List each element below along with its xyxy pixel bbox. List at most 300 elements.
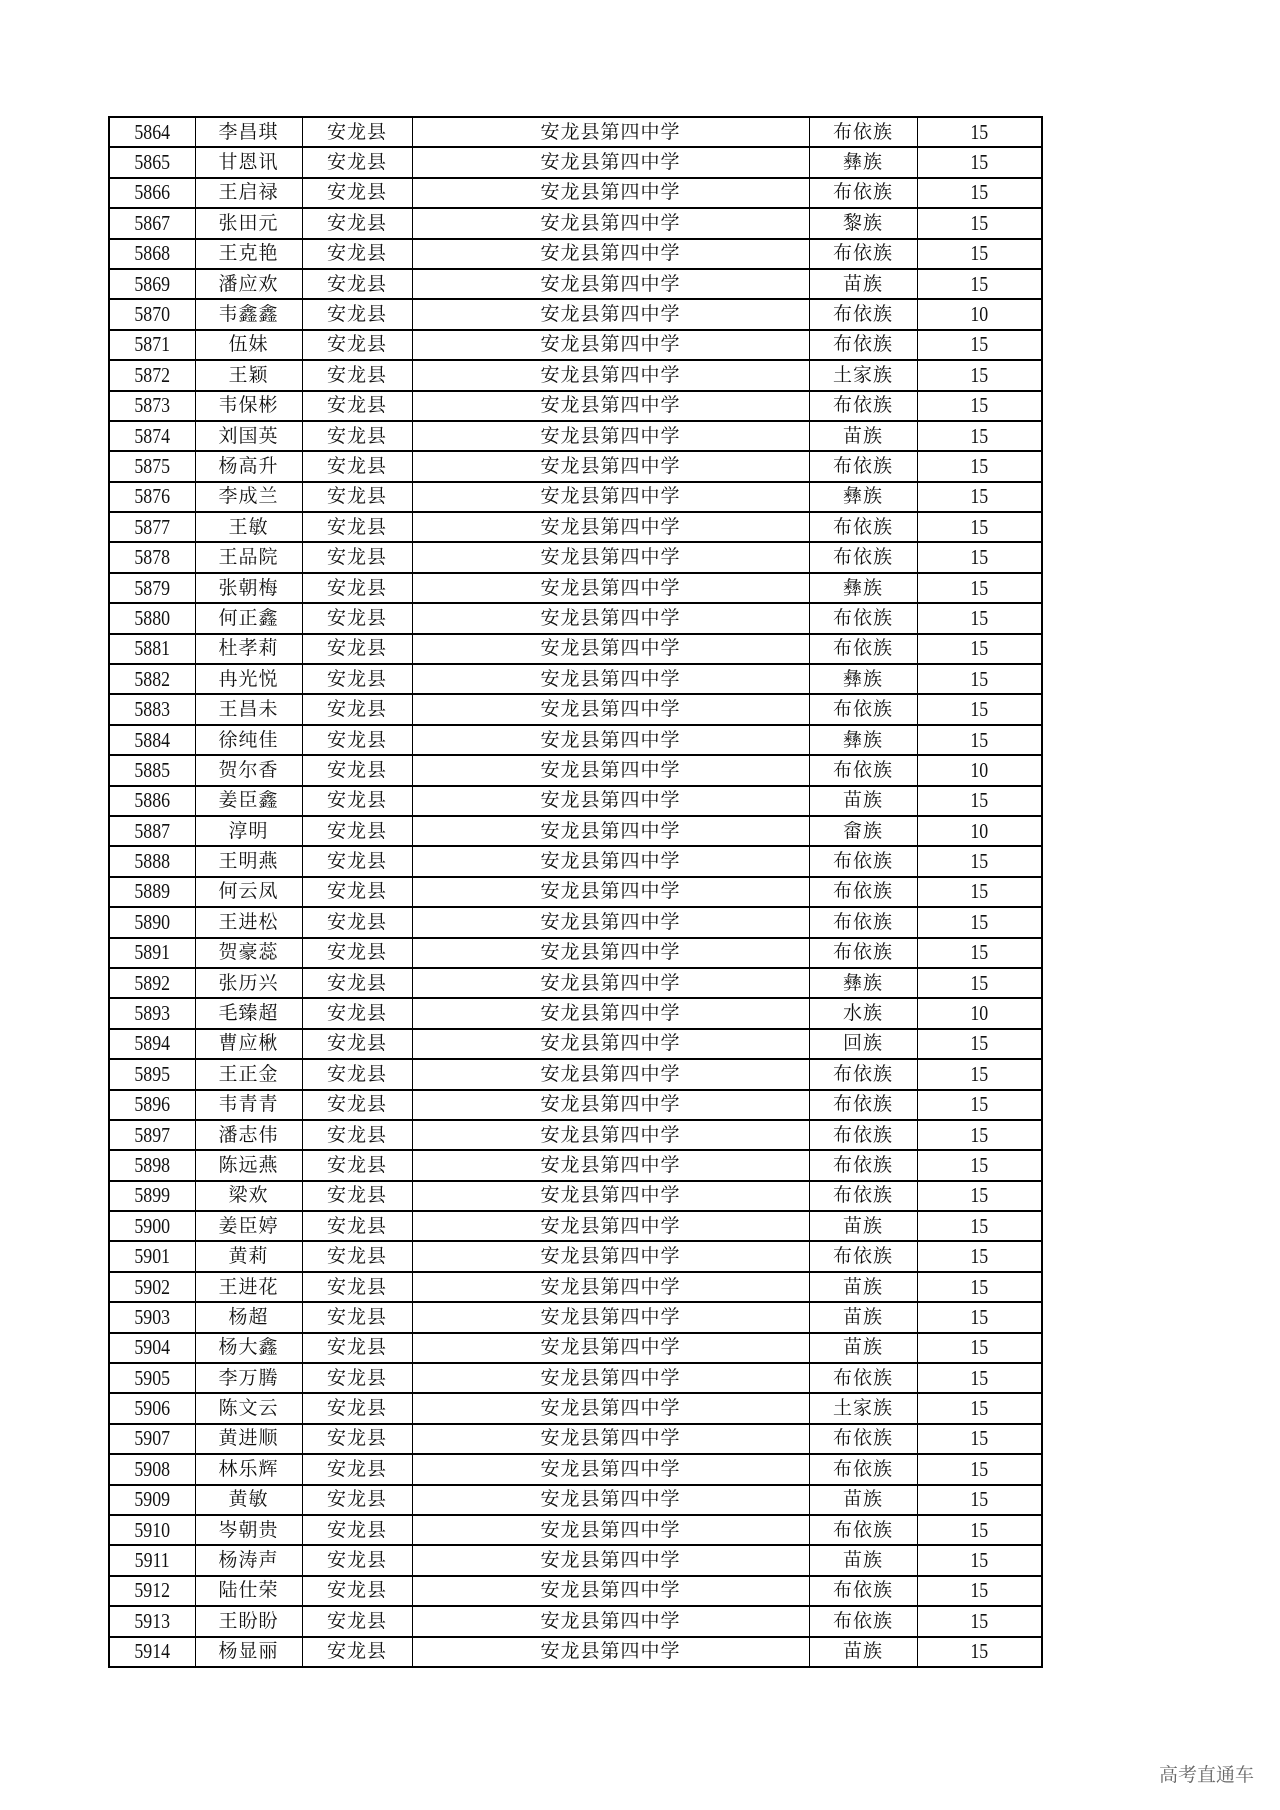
row-number-cell: 5864 (115, 117, 188, 147)
ethnicity-cell: 彝族 (809, 968, 917, 998)
county-cell: 安龙县 (302, 1454, 412, 1484)
student-name-cell: 潘应欢 (195, 269, 302, 299)
row-number-cell: 5900 (115, 1211, 188, 1241)
row-number-cell: 5896 (115, 1090, 188, 1120)
bonus-points-table (108, 116, 1043, 1668)
student-name-cell: 王进松 (195, 907, 302, 937)
county-cell: 安龙县 (302, 1211, 412, 1241)
row-number-cell: 5902 (115, 1272, 188, 1302)
county-cell: 安龙县 (302, 542, 412, 572)
row-number-cell: 5891 (115, 938, 188, 968)
ethnicity-cell: 土家族 (809, 360, 917, 390)
row-number-cell: 5898 (115, 1150, 188, 1180)
student-name-cell: 杜孝莉 (195, 634, 302, 664)
row-number-cell: 5872 (115, 360, 188, 390)
row-number-cell: 5875 (115, 451, 188, 481)
school-cell: 安龙县第四中学 (412, 208, 809, 238)
bonus-points-cell: 15 (926, 786, 1032, 816)
county-cell: 安龙县 (302, 1637, 412, 1667)
row-number-cell: 5897 (115, 1120, 188, 1150)
student-name-cell: 韦青青 (195, 1090, 302, 1120)
table-row (109, 1150, 1042, 1180)
row-number-cell: 5877 (115, 512, 188, 542)
school-cell: 安龙县第四中学 (412, 968, 809, 998)
ethnicity-cell: 彝族 (809, 482, 917, 512)
student-name-cell: 王盼盼 (195, 1606, 302, 1636)
bonus-points-cell: 15 (926, 1363, 1032, 1393)
table-row (109, 786, 1042, 816)
row-number-cell: 5913 (115, 1606, 188, 1636)
row-number-cell: 5905 (115, 1363, 188, 1393)
school-cell: 安龙县第四中学 (412, 998, 809, 1028)
table-row (109, 1059, 1042, 1089)
row-number-cell: 5878 (115, 542, 188, 572)
table-row (109, 360, 1042, 390)
ethnicity-cell: 布依族 (809, 1576, 917, 1606)
table-body (109, 117, 1042, 1667)
ethnicity-cell: 畲族 (809, 816, 917, 846)
row-number-cell: 5870 (115, 299, 188, 329)
table-row (109, 1211, 1042, 1241)
row-number-cell: 5874 (115, 421, 188, 451)
school-cell: 安龙县第四中学 (412, 1272, 809, 1302)
student-name-cell: 林乐辉 (195, 1454, 302, 1484)
ethnicity-cell: 布依族 (809, 299, 917, 329)
county-cell: 安龙县 (302, 755, 412, 785)
table-row (109, 1333, 1042, 1363)
school-cell: 安龙县第四中学 (412, 907, 809, 937)
table-row (109, 694, 1042, 724)
bonus-points-cell: 15 (926, 968, 1032, 998)
student-name-cell: 陈文云 (195, 1393, 302, 1423)
school-cell: 安龙县第四中学 (412, 117, 809, 147)
county-cell: 安龙县 (302, 1545, 412, 1575)
table-row (109, 147, 1042, 177)
county-cell: 安龙县 (302, 1333, 412, 1363)
ethnicity-cell: 布依族 (809, 1090, 917, 1120)
county-cell: 安龙县 (302, 421, 412, 451)
student-name-cell: 李昌琪 (195, 117, 302, 147)
student-name-cell: 陈远燕 (195, 1150, 302, 1180)
school-cell: 安龙县第四中学 (412, 1363, 809, 1393)
county-cell: 安龙县 (302, 1302, 412, 1332)
row-number-cell: 5880 (115, 603, 188, 633)
bonus-points-cell: 15 (926, 391, 1032, 421)
school-cell: 安龙县第四中学 (412, 451, 809, 481)
student-name-cell: 陆仕荣 (195, 1576, 302, 1606)
school-cell: 安龙县第四中学 (412, 1606, 809, 1636)
table-row (109, 1606, 1042, 1636)
ethnicity-cell: 布依族 (809, 542, 917, 572)
table-row (109, 1485, 1042, 1515)
county-cell: 安龙县 (302, 1515, 412, 1545)
row-number-cell: 5871 (115, 330, 188, 360)
table-row (109, 391, 1042, 421)
ethnicity-cell: 布依族 (809, 634, 917, 664)
row-number-cell: 5869 (115, 269, 188, 299)
school-cell: 安龙县第四中学 (412, 421, 809, 451)
row-number-cell: 5890 (115, 907, 188, 937)
bonus-points-cell: 15 (926, 877, 1032, 907)
student-name-cell: 王品院 (195, 542, 302, 572)
school-cell: 安龙县第四中学 (412, 634, 809, 664)
table-row (109, 1637, 1042, 1667)
county-cell: 安龙县 (302, 330, 412, 360)
table-row (109, 1454, 1042, 1484)
county-cell: 安龙县 (302, 725, 412, 755)
ethnicity-cell: 布依族 (809, 1454, 917, 1484)
row-number-cell: 5884 (115, 725, 188, 755)
county-cell: 安龙县 (302, 938, 412, 968)
table-row (109, 178, 1042, 208)
table-row (109, 1181, 1042, 1211)
table-row (109, 938, 1042, 968)
county-cell: 安龙县 (302, 512, 412, 542)
bonus-points-cell: 15 (926, 451, 1032, 481)
ethnicity-cell: 布依族 (809, 1181, 917, 1211)
bonus-points-cell: 15 (926, 1515, 1032, 1545)
row-number-cell: 5893 (115, 998, 188, 1028)
table-row (109, 1576, 1042, 1606)
school-cell: 安龙县第四中学 (412, 1059, 809, 1089)
ethnicity-cell: 土家族 (809, 1393, 917, 1423)
county-cell: 安龙县 (302, 1576, 412, 1606)
county-cell: 安龙县 (302, 877, 412, 907)
county-cell: 安龙县 (302, 573, 412, 603)
bonus-points-cell: 15 (926, 360, 1032, 390)
row-number-cell: 5868 (115, 239, 188, 269)
student-name-cell: 何云凤 (195, 877, 302, 907)
ethnicity-cell: 布依族 (809, 1606, 917, 1636)
county-cell: 安龙县 (302, 1363, 412, 1393)
ethnicity-cell: 苗族 (809, 1485, 917, 1515)
ethnicity-cell: 布依族 (809, 1363, 917, 1393)
student-name-cell: 杨涛声 (195, 1545, 302, 1575)
ethnicity-cell: 苗族 (809, 786, 917, 816)
bonus-points-cell: 15 (926, 1150, 1032, 1180)
table-row (109, 755, 1042, 785)
student-name-cell: 韦保彬 (195, 391, 302, 421)
bonus-points-cell: 15 (926, 1333, 1032, 1363)
student-name-cell: 黄进顺 (195, 1424, 302, 1454)
county-cell: 安龙县 (302, 1241, 412, 1271)
county-cell: 安龙县 (302, 1150, 412, 1180)
county-cell: 安龙县 (302, 694, 412, 724)
student-name-cell: 王颖 (195, 360, 302, 390)
school-cell: 安龙县第四中学 (412, 299, 809, 329)
ethnicity-cell: 苗族 (809, 1545, 917, 1575)
row-number-cell: 5883 (115, 694, 188, 724)
school-cell: 安龙县第四中学 (412, 816, 809, 846)
ethnicity-cell: 布依族 (809, 1120, 917, 1150)
county-cell: 安龙县 (302, 786, 412, 816)
student-name-cell: 杨高升 (195, 451, 302, 481)
student-name-cell: 杨大鑫 (195, 1333, 302, 1363)
school-cell: 安龙县第四中学 (412, 694, 809, 724)
bonus-points-cell: 15 (926, 1424, 1032, 1454)
school-cell: 安龙县第四中学 (412, 846, 809, 876)
table-row (109, 1241, 1042, 1271)
row-number-cell: 5907 (115, 1424, 188, 1454)
table-row (109, 816, 1042, 846)
ethnicity-cell: 水族 (809, 998, 917, 1028)
ethnicity-cell: 布依族 (809, 755, 917, 785)
student-name-cell: 姜臣鑫 (195, 786, 302, 816)
ethnicity-cell: 布依族 (809, 694, 917, 724)
bonus-points-cell: 15 (926, 330, 1032, 360)
row-number-cell: 5895 (115, 1059, 188, 1089)
ethnicity-cell: 布依族 (809, 1059, 917, 1089)
bonus-points-cell: 15 (926, 117, 1032, 147)
student-name-cell: 杨超 (195, 1302, 302, 1332)
student-name-cell: 张历兴 (195, 968, 302, 998)
ethnicity-cell: 布依族 (809, 1515, 917, 1545)
student-name-cell: 梁欢 (195, 1181, 302, 1211)
row-number-cell: 5867 (115, 208, 188, 238)
row-number-cell: 5906 (115, 1393, 188, 1423)
county-cell: 安龙县 (302, 239, 412, 269)
bonus-points-cell: 15 (926, 269, 1032, 299)
bonus-points-cell: 15 (926, 603, 1032, 633)
table-row (109, 664, 1042, 694)
county-cell: 安龙县 (302, 1059, 412, 1089)
school-cell: 安龙县第四中学 (412, 1090, 809, 1120)
school-cell: 安龙县第四中学 (412, 1150, 809, 1180)
student-name-cell: 毛臻超 (195, 998, 302, 1028)
bonus-points-cell: 15 (926, 512, 1032, 542)
table-row (109, 117, 1042, 147)
ethnicity-cell: 苗族 (809, 1637, 917, 1667)
row-number-cell: 5908 (115, 1454, 188, 1484)
county-cell: 安龙县 (302, 1485, 412, 1515)
row-number-cell: 5914 (115, 1637, 188, 1667)
county-cell: 安龙县 (302, 634, 412, 664)
table-row (109, 451, 1042, 481)
table-row (109, 542, 1042, 572)
table-row (109, 1120, 1042, 1150)
bonus-points-cell: 15 (926, 1241, 1032, 1271)
bonus-points-cell: 15 (926, 694, 1032, 724)
school-cell: 安龙县第四中学 (412, 147, 809, 177)
bonus-points-cell: 15 (926, 208, 1032, 238)
school-cell: 安龙县第四中学 (412, 1576, 809, 1606)
school-cell: 安龙县第四中学 (412, 1120, 809, 1150)
school-cell: 安龙县第四中学 (412, 391, 809, 421)
table-row (109, 725, 1042, 755)
school-cell: 安龙县第四中学 (412, 269, 809, 299)
table-row (109, 299, 1042, 329)
bonus-points-cell: 15 (926, 147, 1032, 177)
ethnicity-cell: 布依族 (809, 512, 917, 542)
county-cell: 安龙县 (302, 968, 412, 998)
table-row (109, 1393, 1042, 1423)
row-number-cell: 5889 (115, 877, 188, 907)
student-name-cell: 张田元 (195, 208, 302, 238)
ethnicity-cell: 黎族 (809, 208, 917, 238)
bonus-points-cell: 15 (926, 1302, 1032, 1332)
row-number-cell: 5876 (115, 482, 188, 512)
ethnicity-cell: 布依族 (809, 1424, 917, 1454)
bonus-points-cell: 15 (926, 482, 1032, 512)
county-cell: 安龙县 (302, 1272, 412, 1302)
ethnicity-cell: 布依族 (809, 938, 917, 968)
ethnicity-cell: 布依族 (809, 1150, 917, 1180)
ethnicity-cell: 苗族 (809, 1272, 917, 1302)
row-number-cell: 5892 (115, 968, 188, 998)
county-cell: 安龙县 (302, 664, 412, 694)
ethnicity-cell: 苗族 (809, 1211, 917, 1241)
county-cell: 安龙县 (302, 1029, 412, 1059)
county-cell: 安龙县 (302, 117, 412, 147)
school-cell: 安龙县第四中学 (412, 1211, 809, 1241)
bonus-points-cell: 10 (926, 998, 1032, 1028)
student-name-cell: 王正金 (195, 1059, 302, 1089)
ethnicity-cell: 布依族 (809, 907, 917, 937)
bonus-points-cell: 10 (926, 755, 1032, 785)
county-cell: 安龙县 (302, 208, 412, 238)
bonus-points-cell: 15 (926, 178, 1032, 208)
ethnicity-cell: 彝族 (809, 664, 917, 694)
county-cell: 安龙县 (302, 451, 412, 481)
student-name-cell: 黄敏 (195, 1485, 302, 1515)
table-row (109, 208, 1042, 238)
student-name-cell: 王明燕 (195, 846, 302, 876)
row-number-cell: 5879 (115, 573, 188, 603)
school-cell: 安龙县第四中学 (412, 482, 809, 512)
school-cell: 安龙县第四中学 (412, 1515, 809, 1545)
county-cell: 安龙县 (302, 1424, 412, 1454)
student-name-cell: 韦鑫鑫 (195, 299, 302, 329)
table-row (109, 482, 1042, 512)
student-name-cell: 李万腾 (195, 1363, 302, 1393)
county-cell: 安龙县 (302, 299, 412, 329)
row-number-cell: 5888 (115, 846, 188, 876)
student-name-cell: 甘恩讯 (195, 147, 302, 177)
bonus-points-cell: 15 (926, 1090, 1032, 1120)
school-cell: 安龙县第四中学 (412, 725, 809, 755)
county-cell: 安龙县 (302, 998, 412, 1028)
table-row (109, 877, 1042, 907)
table-row (109, 269, 1042, 299)
student-name-cell: 王启禄 (195, 178, 302, 208)
table-row (109, 1029, 1042, 1059)
student-name-cell: 曹应楸 (195, 1029, 302, 1059)
ethnicity-cell: 苗族 (809, 269, 917, 299)
ethnicity-cell: 彝族 (809, 725, 917, 755)
student-name-cell: 王敏 (195, 512, 302, 542)
table-row (109, 968, 1042, 998)
county-cell: 安龙县 (302, 1090, 412, 1120)
county-cell: 安龙县 (302, 1120, 412, 1150)
ethnicity-cell: 苗族 (809, 1333, 917, 1363)
county-cell: 安龙县 (302, 1606, 412, 1636)
school-cell: 安龙县第四中学 (412, 1241, 809, 1271)
ethnicity-cell: 苗族 (809, 1302, 917, 1332)
row-number-cell: 5894 (115, 1029, 188, 1059)
table-row (109, 907, 1042, 937)
student-name-cell: 何正鑫 (195, 603, 302, 633)
county-cell: 安龙县 (302, 1181, 412, 1211)
bonus-points-cell: 15 (926, 1485, 1032, 1515)
row-number-cell: 5912 (115, 1576, 188, 1606)
ethnicity-cell: 布依族 (809, 391, 917, 421)
table-row (109, 1272, 1042, 1302)
row-number-cell: 5882 (115, 664, 188, 694)
bonus-points-cell: 15 (926, 1393, 1032, 1423)
bonus-points-cell: 15 (926, 938, 1032, 968)
row-number-cell: 5909 (115, 1485, 188, 1515)
ethnicity-cell: 布依族 (809, 117, 917, 147)
row-number-cell: 5885 (115, 755, 188, 785)
row-number-cell: 5873 (115, 391, 188, 421)
row-number-cell: 5886 (115, 786, 188, 816)
bonus-points-cell: 10 (926, 816, 1032, 846)
bonus-points-cell: 15 (926, 664, 1032, 694)
bonus-points-cell: 10 (926, 299, 1032, 329)
watermark: 高考直通车 (1158, 1764, 1254, 1786)
school-cell: 安龙县第四中学 (412, 360, 809, 390)
ethnicity-cell: 苗族 (809, 421, 917, 451)
school-cell: 安龙县第四中学 (412, 330, 809, 360)
student-name-cell: 李成兰 (195, 482, 302, 512)
school-cell: 安龙县第四中学 (412, 603, 809, 633)
school-cell: 安龙县第四中学 (412, 1424, 809, 1454)
table-row (109, 603, 1042, 633)
bonus-points-cell: 15 (926, 1029, 1032, 1059)
student-name-cell: 淳明 (195, 816, 302, 846)
school-cell: 安龙县第四中学 (412, 1393, 809, 1423)
student-name-cell: 王进花 (195, 1272, 302, 1302)
bonus-points-cell: 15 (926, 1211, 1032, 1241)
ethnicity-cell: 彝族 (809, 147, 917, 177)
school-cell: 安龙县第四中学 (412, 1454, 809, 1484)
table-row (109, 421, 1042, 451)
county-cell: 安龙县 (302, 360, 412, 390)
county-cell: 安龙县 (302, 178, 412, 208)
ethnicity-cell: 彝族 (809, 573, 917, 603)
row-number-cell: 5903 (115, 1302, 188, 1332)
bonus-points-cell: 15 (926, 1120, 1032, 1150)
bonus-points-cell: 15 (926, 1454, 1032, 1484)
table-row (109, 846, 1042, 876)
bonus-points-cell: 15 (926, 1545, 1032, 1575)
county-cell: 安龙县 (302, 1393, 412, 1423)
student-name-cell: 徐纯佳 (195, 725, 302, 755)
student-name-cell: 王克艳 (195, 239, 302, 269)
school-cell: 安龙县第四中学 (412, 178, 809, 208)
row-number-cell: 5881 (115, 634, 188, 664)
student-name-cell: 杨显丽 (195, 1637, 302, 1667)
table-row (109, 1424, 1042, 1454)
student-name-cell: 张朝梅 (195, 573, 302, 603)
student-name-cell: 王昌未 (195, 694, 302, 724)
school-cell: 安龙县第四中学 (412, 239, 809, 269)
bonus-points-cell: 15 (926, 239, 1032, 269)
ethnicity-cell: 布依族 (809, 846, 917, 876)
row-number-cell: 5887 (115, 816, 188, 846)
row-number-cell: 5904 (115, 1333, 188, 1363)
ethnicity-cell: 布依族 (809, 877, 917, 907)
school-cell: 安龙县第四中学 (412, 1181, 809, 1211)
table-row (109, 1515, 1042, 1545)
student-name-cell: 伍妹 (195, 330, 302, 360)
county-cell: 安龙县 (302, 391, 412, 421)
school-cell: 安龙县第四中学 (412, 755, 809, 785)
school-cell: 安龙县第四中学 (412, 938, 809, 968)
table-row (109, 1363, 1042, 1393)
bonus-points-cell: 15 (926, 907, 1032, 937)
student-name-cell: 潘志伟 (195, 1120, 302, 1150)
